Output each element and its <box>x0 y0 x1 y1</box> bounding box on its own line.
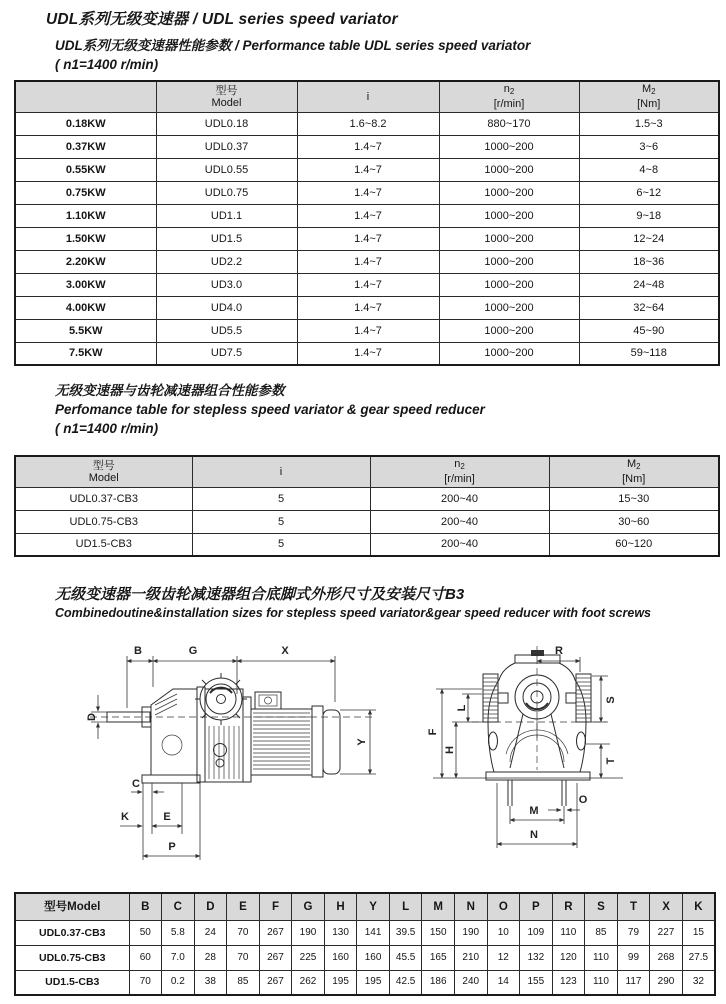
dim-column-header: E <box>227 893 260 920</box>
machine-side-outline <box>90 673 372 783</box>
dim-label-c: C <box>132 778 140 790</box>
model-header-zh: 型号 <box>215 84 238 97</box>
dimensions-table <box>14 892 716 996</box>
dim-column-header: S <box>585 893 618 920</box>
dim-column-header: Y <box>357 893 390 920</box>
m2-column-header <box>549 456 719 487</box>
dim-label-f: F <box>427 728 439 736</box>
section3-heading <box>55 585 651 622</box>
dim-label-t: T <box>605 757 617 765</box>
dim-column-header: N <box>454 893 487 920</box>
m2-unit: [Nm] <box>622 473 646 486</box>
section2-heading-en: Perfomance table for stepless speed variator & gear speed reducer <box>55 402 485 417</box>
front-view-dimensions <box>427 645 617 848</box>
foot-bolt-lines <box>508 780 566 806</box>
dim-label-r: R <box>555 645 563 657</box>
dim-column-header: B <box>129 893 162 920</box>
left-handwheel-icon <box>483 674 508 722</box>
m2-column-header <box>579 81 719 112</box>
dim-label-y: Y <box>356 738 368 746</box>
table-row: 2.20KW UD2.2 1.4~7 1000~200 18~36 <box>15 250 719 273</box>
model-column-header: 型号Model <box>15 893 129 920</box>
table-header-row <box>15 893 715 920</box>
dim-column-header: L <box>389 893 422 920</box>
n2-unit: [r/min] <box>444 473 475 486</box>
table-row: UDL0.37-CB3 50 5.8 24 70 267 190 130 141 39.5 150 190 10 109 110 85 79 227 15 <box>15 920 715 945</box>
dim-label-e: E <box>163 811 171 823</box>
dim-label-n: N <box>530 829 538 841</box>
ratio-column-header: i <box>297 81 439 112</box>
section2-heading-speed: ( n1=1400 r/min) <box>55 421 159 436</box>
dim-column-header: O <box>487 893 520 920</box>
dim-label-m: M <box>529 805 539 817</box>
dim-label-d: D <box>86 713 98 721</box>
dim-column-header: H <box>324 893 357 920</box>
table-row: 0.55KW UDL0.55 1.4~7 1000~200 4~8 <box>15 158 719 181</box>
n2-symbol: $n_2$ <box>503 83 515 97</box>
model-header-en: Model <box>211 96 242 109</box>
dim-column-header: P <box>520 893 553 920</box>
right-handwheel-icon <box>566 674 591 722</box>
dim-label-g: G <box>188 645 198 657</box>
table-row: 5.5KW UD5.5 1.4~7 1000~200 45~90 <box>15 319 719 342</box>
model-column-header <box>15 456 192 487</box>
power-column-header <box>15 81 156 112</box>
side-view-dimensions <box>86 645 376 860</box>
dim-column-header: C <box>162 893 195 920</box>
dim-column-header: F <box>259 893 292 920</box>
dim-label-s: S <box>605 696 617 704</box>
udl-performance-table <box>14 80 720 366</box>
table-row: 1.50KW UD1.5 1.4~7 1000~200 12~24 <box>15 227 719 250</box>
dim-column-header: R <box>552 893 585 920</box>
dim-column-header: G <box>292 893 325 920</box>
dim-label-o: O <box>578 794 588 806</box>
dim-column-header: K <box>682 893 715 920</box>
table-row: UDL0.75-CB3 5 200~40 30~60 <box>15 510 719 533</box>
table-header-row <box>15 456 719 487</box>
m2-unit: [Nm] <box>637 98 661 111</box>
table-row: UD1.5-CB3 5 200~40 60~120 <box>15 533 719 556</box>
table-row: 4.00KW UD4.0 1.4~7 1000~200 32~64 <box>15 296 719 319</box>
table-row: 0.75KW UDL0.75 1.4~7 1000~200 6~12 <box>15 181 719 204</box>
table-row: 0.37KW UDL0.37 1.4~7 1000~200 3~6 <box>15 135 719 158</box>
table-header-row <box>15 81 719 112</box>
front-view-drawing <box>420 642 726 892</box>
m2-symbol: $M_2$ <box>626 458 641 472</box>
section1-heading-line1: UDL系列无级变速器性能参数 / Performance table UDL series speed variator <box>55 38 531 53</box>
side-view-drawing <box>14 642 394 892</box>
motor-fins <box>253 713 310 769</box>
dim-label-l: L <box>456 704 468 712</box>
handwheel-icon <box>195 673 247 725</box>
dim-column-header: X <box>650 893 683 920</box>
n2-unit: [r/min] <box>493 98 525 111</box>
section3-heading-en: Combinedoutine&installation sizes for stepless speed variator&gear speed reducer with foot screws <box>55 606 651 620</box>
section2-heading <box>55 381 485 438</box>
table-row: 1.10KW UD1.1 1.4~7 1000~200 9~18 <box>15 204 719 227</box>
table-row: 7.5KW UD7.5 1.4~7 1000~200 59~118 <box>15 342 719 365</box>
n2-symbol: $n_2$ <box>454 458 465 472</box>
dim-label-b: B <box>134 645 142 657</box>
dim-label-x: X <box>281 645 289 657</box>
model-header-zh: 型号 <box>92 459 115 472</box>
dim-label-k: K <box>121 811 129 823</box>
page-title: UDL系列无级变速器 / UDL series speed variator <box>46 11 398 28</box>
table-row: UD1.5-CB3 70 0.2 38 85 267 262 195 195 42.5 186 240 14 155 123 110 117 290 32 <box>15 970 715 995</box>
dim-column-header: T <box>617 893 650 920</box>
n2-column-header <box>439 81 579 112</box>
section2-heading-zh: 无级变速器与齿轮减速器组合性能参数 <box>55 383 285 398</box>
dim-column-header: M <box>422 893 455 920</box>
dim-label-p: P <box>168 841 176 853</box>
model-column-header <box>156 81 297 112</box>
machine-front-outline <box>433 646 623 806</box>
combined-performance-table <box>14 455 720 557</box>
ratio-column-header: i <box>192 456 370 487</box>
model-header-en: Model <box>88 471 119 484</box>
m2-symbol: $M_2$ <box>641 83 656 97</box>
table-row: 3.00KW UD3.0 1.4~7 1000~200 24~48 <box>15 273 719 296</box>
table-row: 0.18KW UDL0.18 1.6~8.2 880~170 1.5~3 <box>15 112 719 135</box>
section1-heading <box>55 36 530 74</box>
table-row: UDL0.37-CB3 5 200~40 15~30 <box>15 487 719 510</box>
dim-column-header: D <box>194 893 227 920</box>
dim-label-h: H <box>444 746 456 754</box>
section1-heading-line2: ( n1=1400 r/min) <box>55 57 159 72</box>
table-row: UDL0.75-CB3 60 7.0 28 70 267 225 160 160 45.5 165 210 12 132 120 110 99 268 27.5 <box>15 945 715 970</box>
section3-heading-zh: 无级变速器一级齿轮减速器组合底脚式外形尺寸及安装尺寸B3 <box>55 586 465 603</box>
n2-column-header <box>370 456 549 487</box>
